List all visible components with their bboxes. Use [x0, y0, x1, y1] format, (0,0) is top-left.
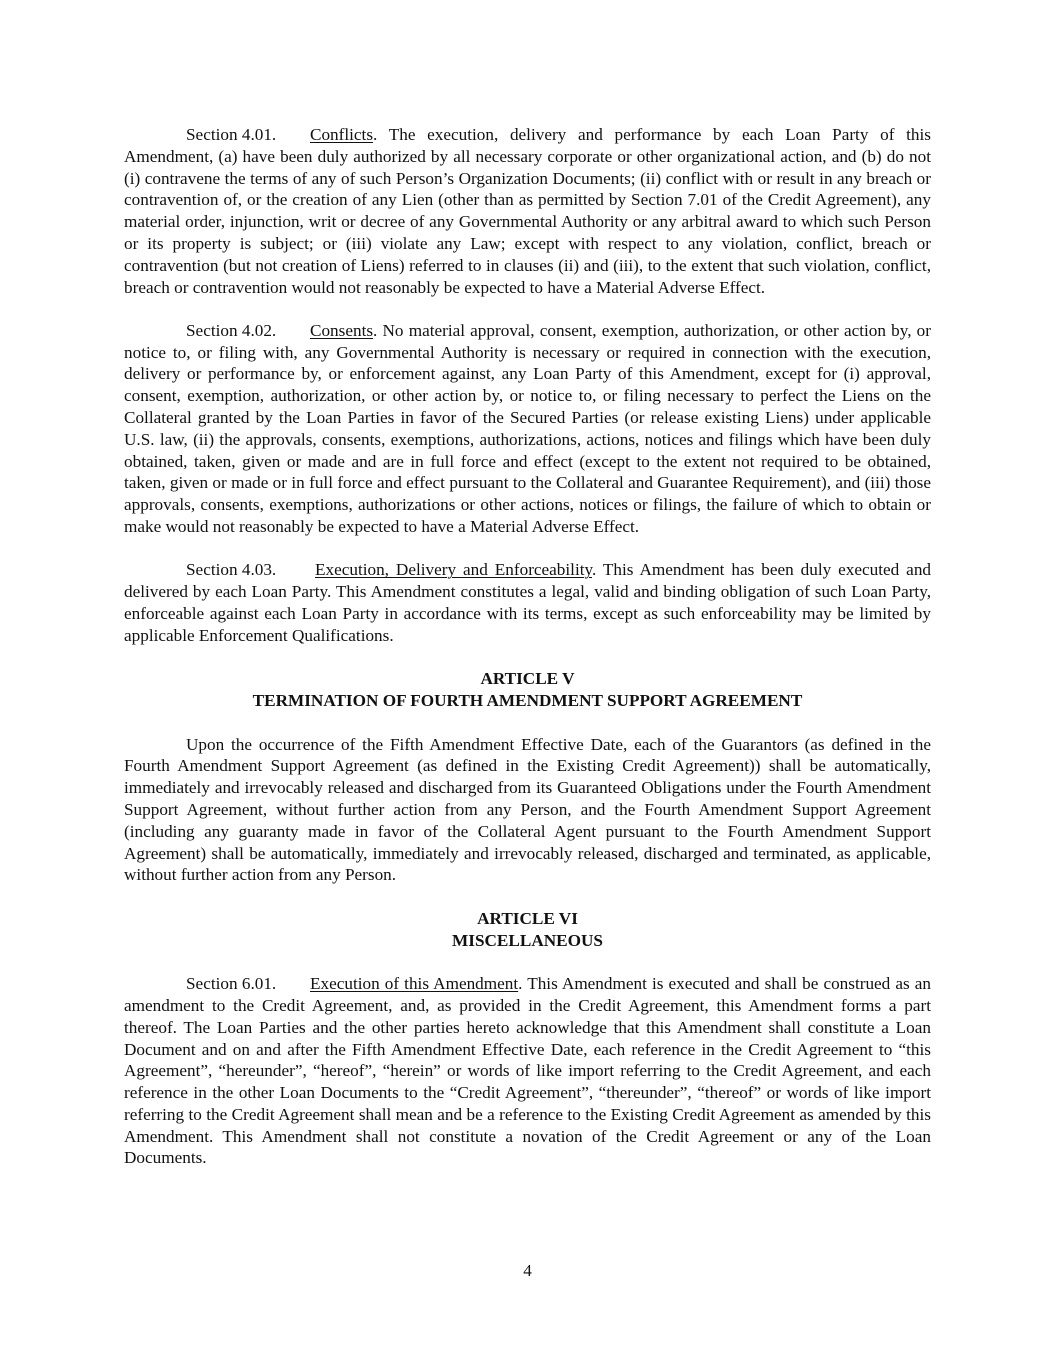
article-v-heading [124, 668, 931, 712]
section-title: Execution, Delivery and Enforceability [315, 560, 592, 580]
document-page [124, 124, 931, 1191]
article-label: ARTICLE V [480, 669, 575, 689]
section-number: Section 4.01. [186, 125, 277, 144]
section-4-02 [124, 320, 931, 538]
section-4-01 [124, 124, 931, 298]
article-title: TERMINATION OF FOURTH AMENDMENT SUPPORT AGREEMENT [252, 691, 803, 711]
page-number: 4 [523, 1261, 532, 1280]
section-number: Section 6.01. [186, 974, 277, 994]
section-title: Conflicts [310, 125, 374, 144]
section-4-03 [124, 559, 931, 646]
section-body: . This Amendment is executed and shall be construed as an amendment to the Credit Agreement, and, as provided in the Credit Agreement, this Amendment forms a part thereof. The Loan Parties and the other parties hereto acknowledge that this Amendment shall constitute a Loan Document and on and after the Fifth Amendment Effective Date, each reference in the Credit Agreement to “this Agreement”, “hereunder”, “hereof”, “herein” or words of like import referring to the Credit Agreement, and each reference in the other Loan Documents to the “Credit Agreement”, “thereunder”, “thereof” or words of like import referring to the Credit Agreement shall mean and be a reference to the Existing Credit Agreement as amended by this Amendment. This Amendment shall not constitute a novation of the Credit Agreement or any of the Loan Documents. [124, 974, 931, 1168]
section-title: Execution of this Amendment [310, 974, 519, 994]
article-vi-heading [124, 908, 931, 952]
section-number: Section 4.03. [186, 560, 277, 580]
section-body: . No material approval, consent, exemption, authorization, or other action by, or notice to, or filing with, any Governmental Authority is necessary or required in connection with the execution, delivery or performance by, or enforcement against, any Loan Party of this Amendment, except for (i) approval, consent, exemption, authorization, or other action by, or notice to, or filing necessary to perfect the Liens on the Collateral granted by the Loan Parties in favor of the Secured Parties (or release existing Liens) under applicable U.S. law, (ii) the approvals, consents, exemptions, authorizations, actions, notices and filings which have been duly obtained, taken, given or made and are in full force and effect (except to the extent not required to be obtained, taken, given or made or in full force and effect pursuant to the Collateral and Guarantee Requirement), and (iii) those approvals, consents, exemptions, authorizations or other actions, notices or filings, the failure of which to obtain or make would not reasonably be expected to have a Material Adverse Effect. [124, 320, 931, 537]
paragraph-text: Upon the occurrence of the Fifth Amendment Effective Date, each of the Guarantors (as defined in the Fourth Amendment Support Agreement (as defined in the Existing Credit Agreement)) shall be automatically, immediately and irrevocably released and discharged from its Guaranteed Obligations under the Fourth Amendment Support Agreement, without further action from any Person, and the Fourth Amendment Support Agreement (including any guaranty made in favor of the Collateral Agent pursuant to the Fourth Amendment Support Agreement) shall be automatically, immediately and irrevocably released, discharged and terminated, as applicable, without further action from any Person. [124, 734, 931, 885]
section-body: . This Amendment has been duly executed and delivered by each Loan Party. This Amendment constitutes a legal, valid and binding obligation of such Loan Party, enforceable against each Loan Party in accordance with its terms, except as such enforceability may be limited by applicable Enforcement Qualifications. [124, 560, 932, 645]
article-title: MISCELLANEOUS [452, 930, 603, 950]
section-title: Consents [310, 320, 374, 340]
article-v-body [124, 734, 931, 887]
section-6-01 [124, 973, 931, 1169]
article-label: ARTICLE VI [477, 908, 578, 928]
section-body: . The execution, delivery and performance by each Loan Party of this Amendment, (a) have been duly authorized by all necessary corporate or other organizational action, and (b) do not (i) contravene the terms of any of such Person’s Organization Documents; (ii) conflict with or result in any breach or contravention of, or the creation of any Lien (other than as permitted by Section 7.01 of the Credit Agreement), any material order, injunction, writ or decree of any Governmental Authority or any arbitral award to which such Person or its property is subject; or (iii) violate any Law; except with respect to any violation, conflict, breach or contravention (but not creation of Liens) referred to in clauses (ii) and (iii), to the extent that such violation, conflict, breach or contravention would not reasonably be expected to have a Material Adverse Effect. [124, 125, 931, 297]
section-number: Section 4.02. [186, 320, 277, 340]
